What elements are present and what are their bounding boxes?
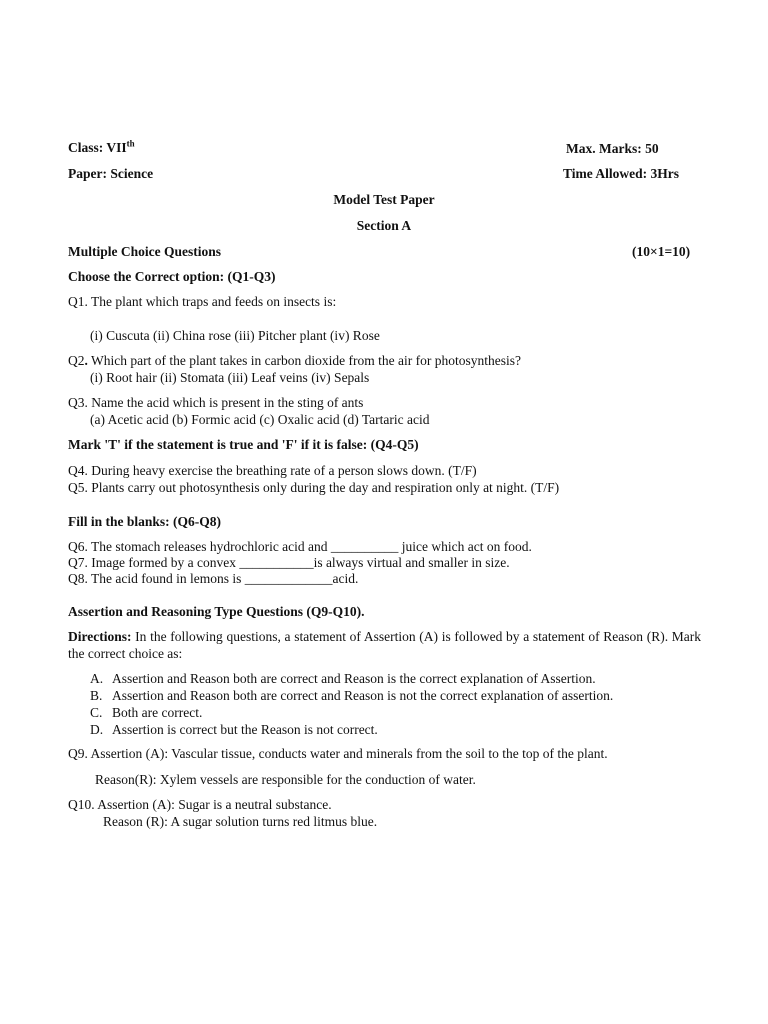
question-1-options: (i) Cuscuta (ii) China rose (iii) Pitcher plant (iv) Rose (90, 328, 380, 343)
choice-b: B. Assertion and Reason both are correct and Reason is not the correct explanation of assertion. (90, 688, 614, 703)
question-5: Q5. Plants carry out photosynthesis only during the day and respiration only at night. (T/F) (68, 480, 560, 495)
class-label: Class: VIIth (68, 138, 135, 155)
question-3-options: (a) Acetic acid (b) Formic acid (c) Oxalic acid (d) Tartaric acid (90, 412, 430, 427)
mcq-heading: Multiple Choice Questions (68, 244, 222, 259)
assertion-choices (90, 670, 613, 738)
question-7: Q7. Image formed by a convex ___________is always virtual and smaller in size. (68, 555, 510, 570)
mcq-instruction: Choose the Correct option: (Q1-Q3) (68, 269, 276, 284)
assertion-heading: Assertion and Reasoning Type Questions (Q9-Q10). (68, 604, 365, 619)
class-superscript: th (126, 138, 135, 149)
question-2: Q2. Which part of the plant takes in carbon dioxide from the air for photosynthesis? (68, 353, 522, 368)
true-false-heading: Mark 'T' if the statement is true and 'F' if it is false: (Q4-Q5) (68, 437, 419, 452)
choice-a: A. Assertion and Reason both are correct and Reason is the correct explanation of Assertion. (90, 671, 596, 686)
question-9-assertion: Q9. Assertion (A): Vascular tissue, conducts water and minerals from the soil to the top of the plant. (68, 746, 608, 761)
choice-c: C. Both are correct. (90, 705, 203, 720)
paper-label: Paper: Science (68, 166, 154, 181)
directions-paragraph: Directions: In the following questions, a statement of Assertion (A) is followed by a statement of Reason (R). Mark the correct choice as: (68, 629, 701, 661)
page-title: Model Test Paper (333, 192, 435, 207)
time-allowed: Time Allowed: 3Hrs (563, 166, 679, 181)
question-10-assertion: Q10. Assertion (A): Sugar is a neutral substance. (68, 797, 332, 812)
choice-d: D. Assertion is correct but the Reason is not correct. (90, 722, 378, 737)
question-1: Q1. The plant which traps and feeds on insects is: (68, 294, 337, 309)
fill-blanks-heading: Fill in the blanks: (Q6-Q8) (68, 514, 222, 529)
question-2-options: (i) Root hair (ii) Stomata (iii) Leaf veins (iv) Sepals (90, 370, 370, 385)
question-4: Q4. During heavy exercise the breathing rate of a person slows down. (T/F) (68, 463, 477, 478)
question-3: Q3. Name the acid which is present in the sting of ants (68, 395, 364, 410)
max-marks: Max. Marks: 50 (566, 141, 659, 156)
question-6: Q6. The stomach releases hydrochloric acid and __________ juice which act on food. (68, 539, 532, 554)
mcq-marks: (10×1=10) (632, 244, 691, 259)
question-9-reason: Reason(R): Xylem vessels are responsible for the conduction of water. (95, 772, 476, 787)
question-10-reason: Reason (R): A sugar solution turns red litmus blue. (103, 814, 378, 829)
question-8: Q8. The acid found in lemons is _____________acid. (68, 571, 359, 586)
section-heading: Section A (356, 218, 412, 233)
